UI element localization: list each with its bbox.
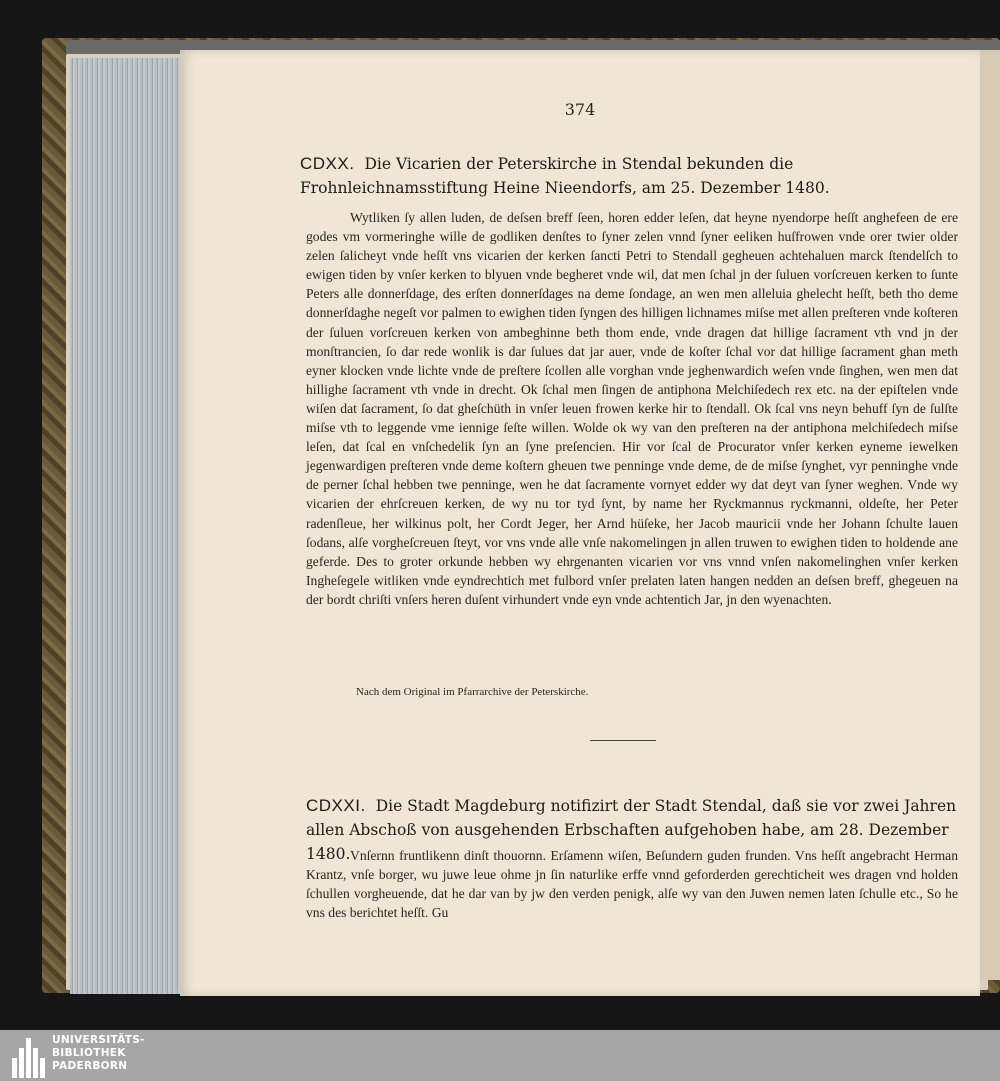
page-edges xyxy=(70,58,180,994)
body-paragraph: Vnſernn fruntlikenn dinſt thouornn. Erſamenn wiſen, Beſundern guden frunden. Vns heſſt angebracht Herman Krantz, vnſe borger, wu juwe leue ohme jn ſin naturlike erffe vnnd geforderden gerechticheit wes dragen vnd holden ſchullen vorgheuende, dat he dar van by jw den verden penigk, alſe wy van den Juwen nemen laten ſchulle etc., So he vns des berichtet heſſt. Gu xyxy=(306,848,958,921)
next-page-edge xyxy=(980,50,1000,980)
library-name-line1: UNIVERSITÄTS- xyxy=(52,1034,145,1046)
source-note: Nach dem Original im Pfarrarchive der Peterskirche. xyxy=(356,686,589,698)
library-name xyxy=(52,1034,145,1073)
body-paragraph: Wytliken ſy allen luden, de deſsen breff ſeen, horen edder leſen, dat heyne nyendorpe heſſt anghefeen de ere godes vm vormeringhe wille de godliken denſtes to ſyner zelen vnnd ſyner eeliken huſfrowen vnde orer twier older zelen ſalicheyt vnde heſſt vns vicarien der kerken ſancti Petri to Stendall gegheuen achtehaluen marck ſtendelſch to ewigen tiden by vnſer kerken to blyuen vnde begheret vnde wil, dat men ſchal jn der ſuluen vorſcreuen kerken to ſunte Peters alle donnerſdage, des erſten donnerſdages na deme ſondage, an wen men alleluia ghelecht heſſt, beth tho deme donnerſdaghe negeſt vor palmen to ewighen tiden ſyngen des hilligen lichnames miſse met allen preſteren vnde koſteren der ſuluen vorſcreuen kerken von ambeghinne beth thom ende, vnde dragen dat hillige ſacrament vth vnd jn der monſtrancien, ſo dar rede wonlik is dar ſulues dat jar auer, vnde de koſter ſchal vor dat hillige ſacrament ghan meth eyner klocken vnde lichte vnde de preſtere ſcollen alle vorghan vnde jeghenwardich weſen vnde ſinghen, wen men dat hillighe ſacrament vth vnde in drecht. Ok ſchal men ſingen de antiphona Melchiſedech rex etc. na der epiſtelen vnde wiſen dat ſacrament, ſo dat gheſchüth in vnſer leuen frowen kerke hir to ſtendall. Ok ſcal vns neyn behuff ſyn de ſulſte miſse vth to leggende vme iennige ſeſte willen. Wolde ok wy van den preſteren na der antiphona melchiſedech miſse leſen, dat ſcal en vnſchedelik ſyn an ſyne preſencien. Hir vor ſcal de Procurator vnſer kerken eyneme iewelken jegenwardigen preſteren vnde deme koſtern gheuen twe penninge vnde deme, de de miſse ſynghet, vyr penninghe vnde de perner ſchal hebben twe penninge, wen he dat ſacramente vornyet edder wy dat deyt van ſyner weghen. Vnde wy vicarien der ehrſcreuen kerken, de wy nu tor tyd ſynt, by name her Ryckmannus ryckmanni, oldeſte, her Peter radenſleue, her wilkinus polt, her Cordt Jeger, her Arnd hüſeke, her Jacob mauricii vnde her Johann ſchulte lauen ſodans, alſe vorgheſcreuen ſteyt, vor vns vnde alle vnſe nakomelingen jn allen truwen to ewighen tiden to holdende ane geferde. Des to groter orkunde hebben wy ehrgenanten vicarien vor vns vnnd vnſen nakomelinghen vnſer kerken Ingheſegele witliken vnde eyndrechtich met fulbord vnſer prelaten laten hangen nedden an deſsen breff, ghegeuen na der bordt chriſti vnſers heren duſent virhundert vnde eyn vnde achtentich Jar, jn den wyenachten. xyxy=(306,210,958,607)
section-title: Die Stadt Magdeburg notifizirt der Stadt Stendal, daß sie vor zwei Jahren allen Abschoß von ausgehenden Erbschaften aufgehoben habe, am 28. Dezember 1480. xyxy=(306,797,957,863)
document-body-cdxxi xyxy=(306,846,958,922)
document-body-cdxx xyxy=(306,208,958,609)
library-footer xyxy=(0,1030,1000,1081)
book-page xyxy=(180,50,980,996)
section-heading-cdxx xyxy=(300,152,960,200)
section-divider xyxy=(590,740,656,741)
library-name-line2: BIBLIOTHEK xyxy=(52,1047,126,1059)
library-logo-icon xyxy=(12,1033,46,1078)
section-number: CDXX. xyxy=(300,154,355,173)
section-number: CDXXI. xyxy=(306,796,366,815)
library-name-line3: PADERBORN xyxy=(52,1060,128,1072)
section-title: Die Vicarien der Peterskirche in Stendal bekunden die Frohnleichnamsstiftung Heine Nieendorfs, am 25. Dezember 1480. xyxy=(300,155,830,197)
page-number: 374 xyxy=(564,100,596,119)
